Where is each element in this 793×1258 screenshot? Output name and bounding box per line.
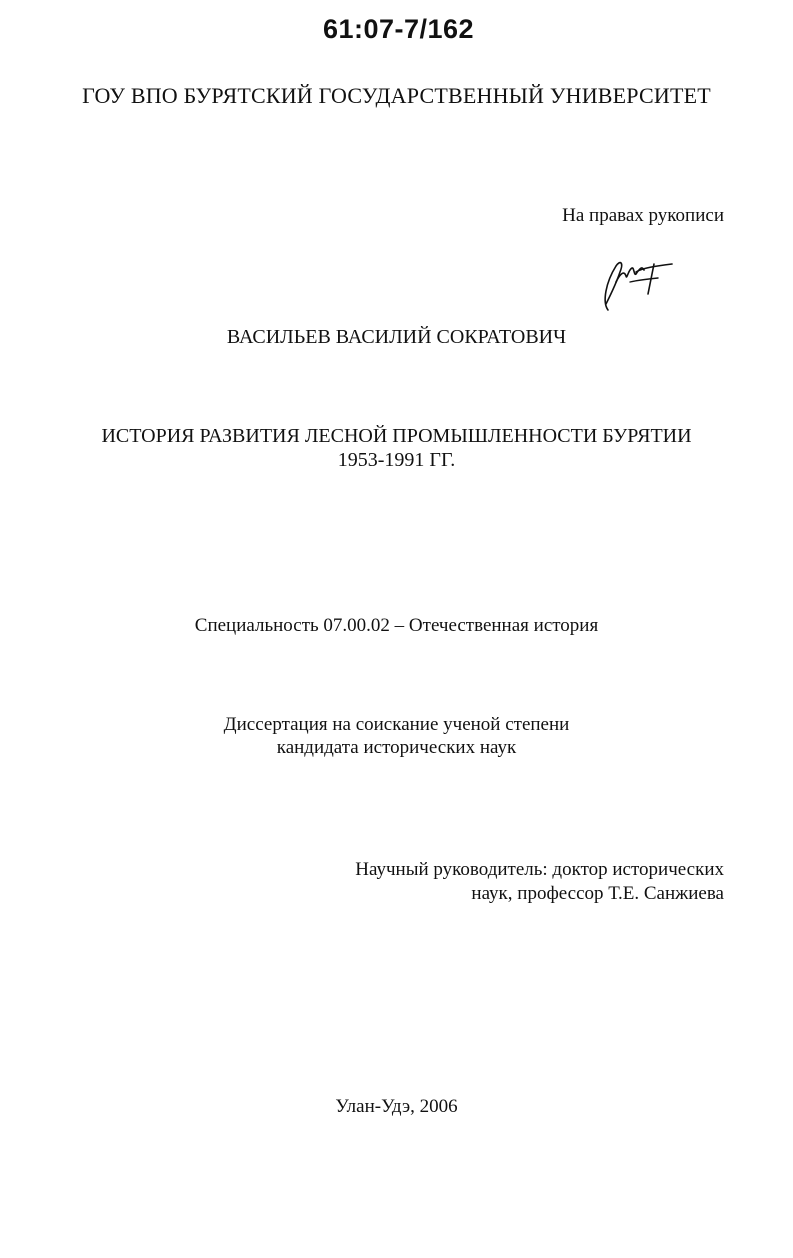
supervisor-line-1: Научный руководитель: доктор исторических xyxy=(355,859,724,880)
author-name: ВАСИЛЬЕВ ВАСИЛИЙ СОКРАТОВИЧ xyxy=(226,326,567,348)
signature-icon xyxy=(596,252,680,316)
dissertation-title xyxy=(0,424,793,472)
speciality: Специальность 07.00.02 – Отечественная история xyxy=(194,615,599,636)
place-year: Улан-Удэ, 2006 xyxy=(335,1096,458,1117)
supervisor xyxy=(355,858,724,906)
university-name: ГОУ ВПО БУРЯТСКИЙ ГОСУДАРСТВЕННЫЙ УНИВЕРСИТЕТ xyxy=(82,83,711,108)
archive-code xyxy=(0,14,793,45)
title-line-1: ИСТОРИЯ РАЗВИТИЯ ЛЕСНОЙ ПРОМЫШЛЕННОСТИ БУРЯТИИ xyxy=(101,425,692,447)
title-line-2: 1953-1991 ГГ. xyxy=(337,449,456,471)
supervisor-line-2: наук, профессор Т.Е. Санжиева xyxy=(471,883,724,904)
degree-statement xyxy=(0,713,793,759)
manuscript-note: На правах рукописи xyxy=(562,205,724,226)
degree-line-2: кандидата исторических наук xyxy=(276,737,517,758)
degree-line-1: Диссертация на соискание ученой степени xyxy=(223,714,570,735)
archive-code-text: 61:07-7/162 xyxy=(322,14,475,44)
